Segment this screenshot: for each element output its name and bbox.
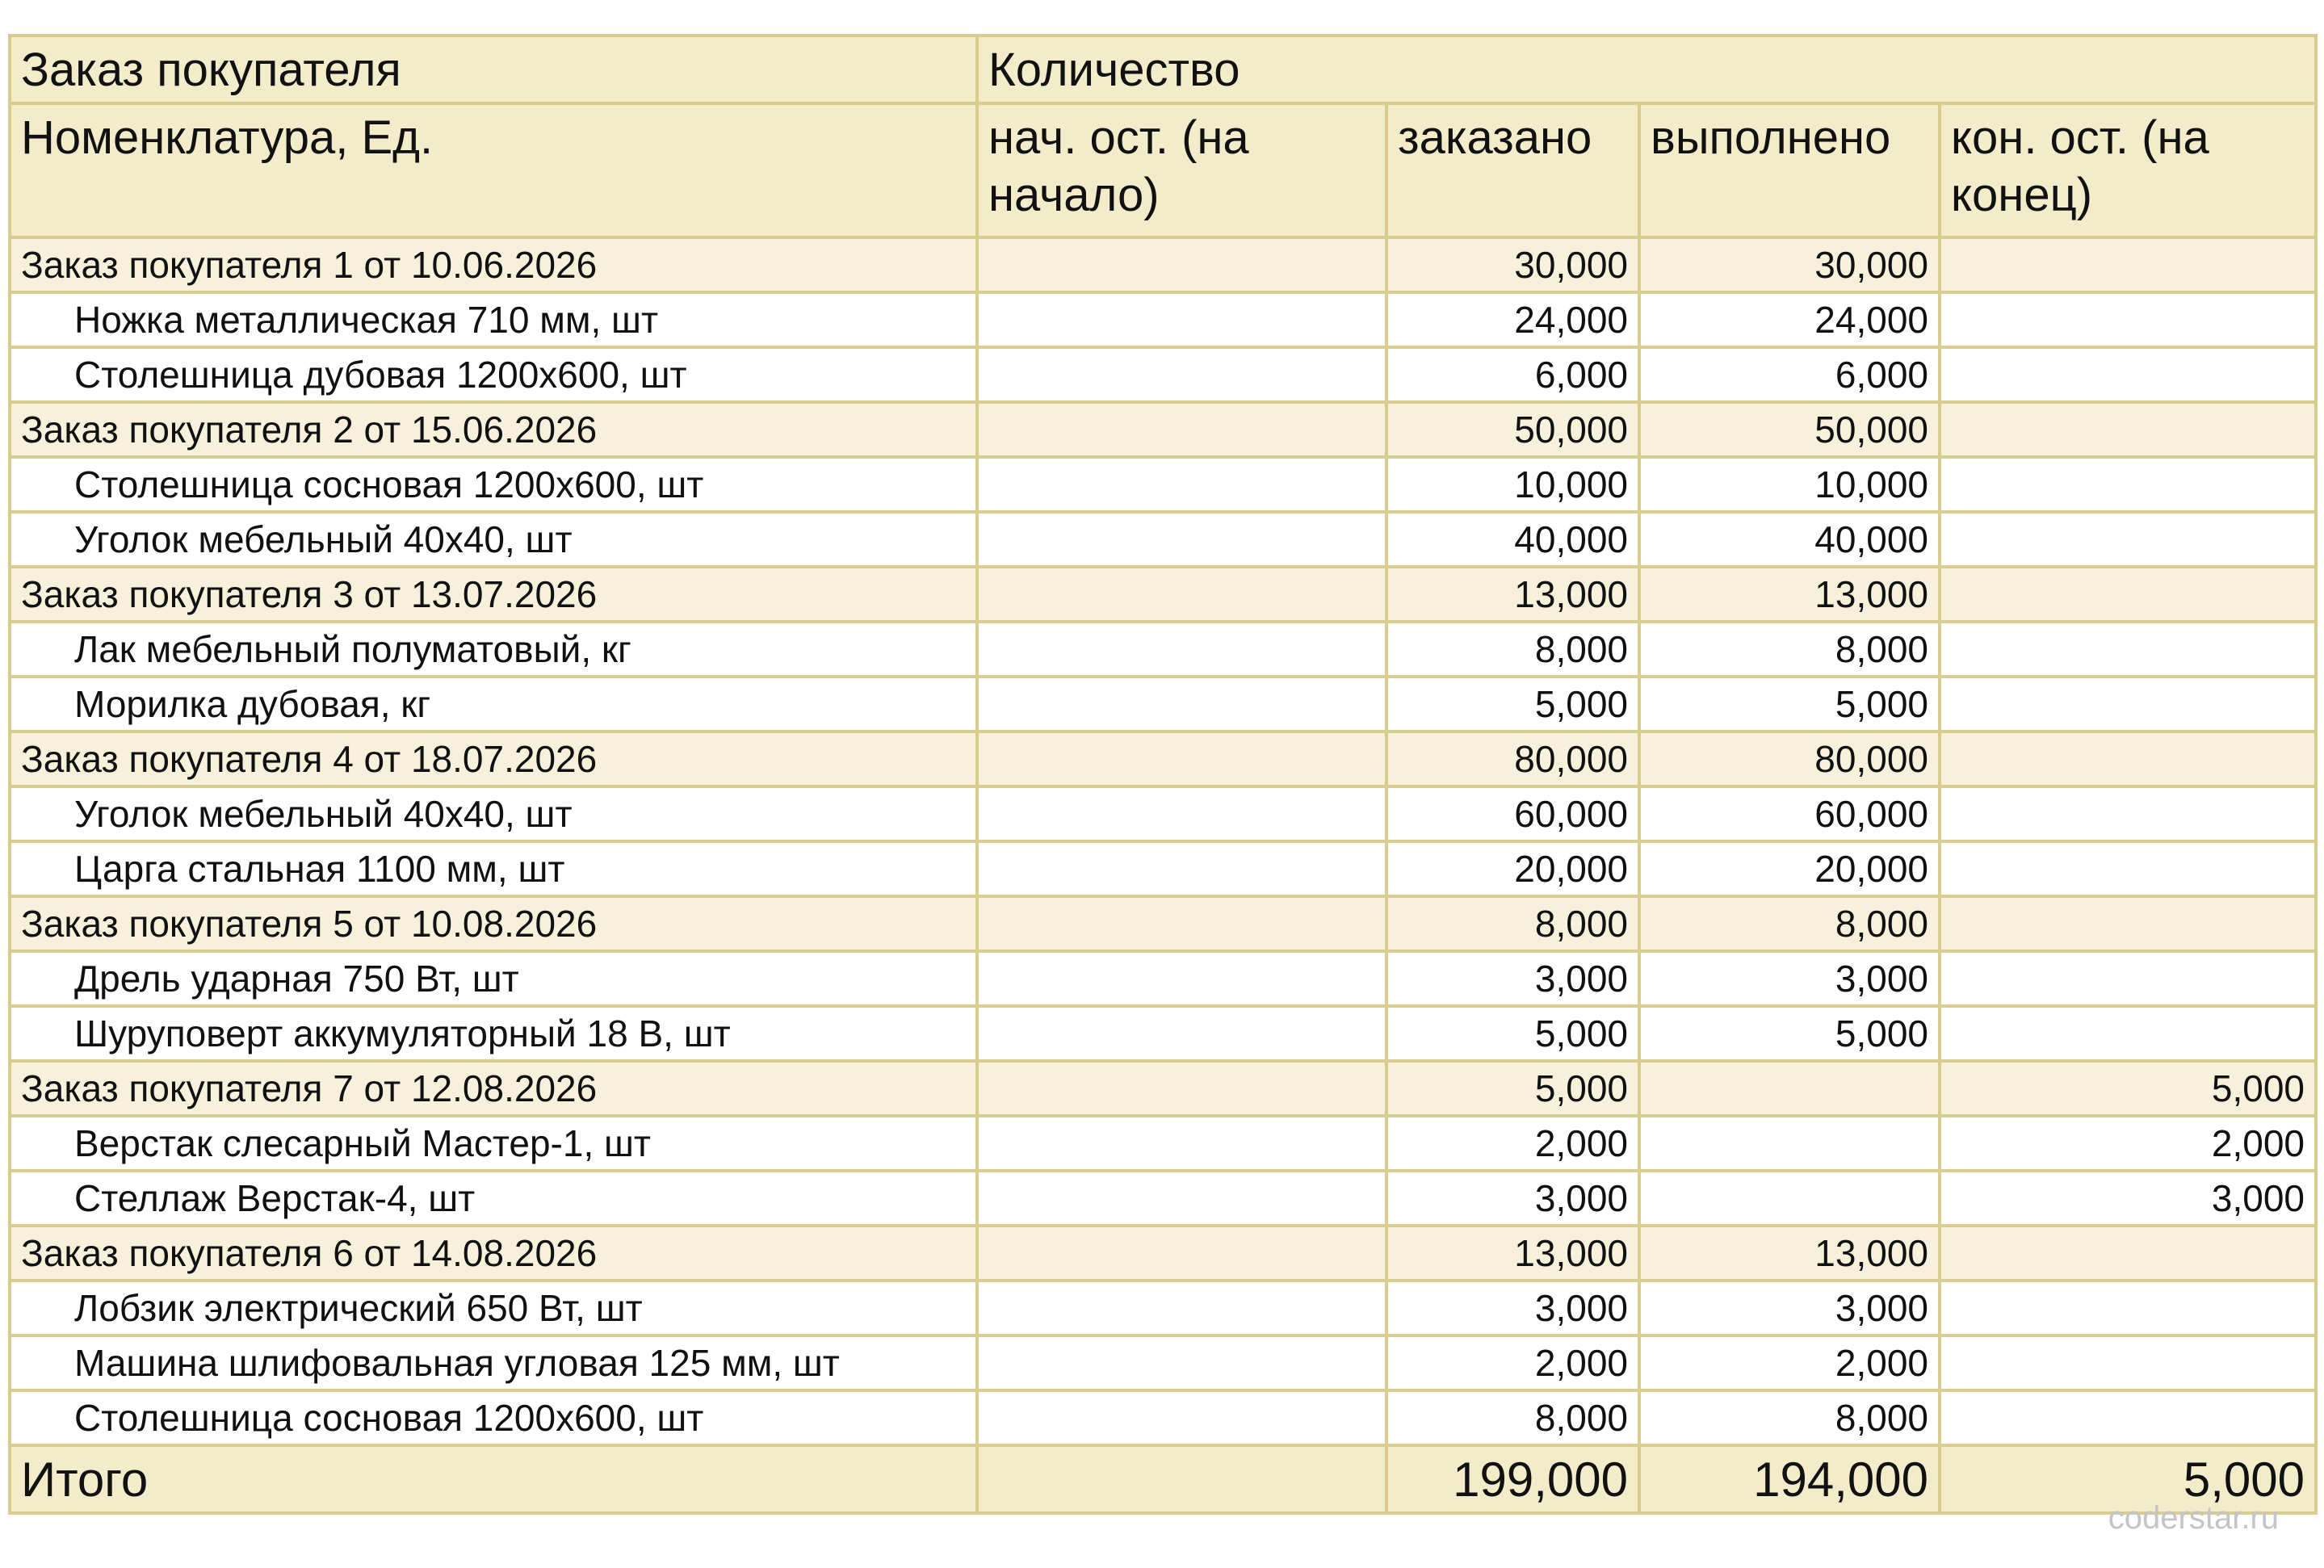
cell-start: [977, 457, 1386, 512]
cell-name: Столешница дубовая 1200х600, шт: [10, 347, 977, 402]
cell-ordered: 3,000: [1386, 1281, 1639, 1335]
cell-name: Заказ покупателя 6 от 14.08.2026: [10, 1226, 977, 1281]
cell-ordered: 60,000: [1386, 786, 1639, 841]
cell-done: 30,000: [1639, 237, 1940, 292]
cell-name: Ножка металлическая 710 мм, шт: [10, 292, 977, 347]
cell-ordered: 8,000: [1386, 1390, 1639, 1445]
cell-done: 3,000: [1639, 951, 1940, 1006]
header-quantity-title: Количество: [977, 36, 2316, 103]
order-item-row: [10, 1006, 2316, 1061]
order-group-row: [10, 567, 2316, 622]
order-item-row: [10, 786, 2316, 841]
order-item-row: [10, 1335, 2316, 1390]
cell-done: 6,000: [1639, 347, 1940, 402]
cell-ordered: 13,000: [1386, 567, 1639, 622]
cell-ordered: 13,000: [1386, 1226, 1639, 1281]
total-done: 194,000: [1639, 1445, 1940, 1513]
cell-name: Заказ покупателя 3 от 13.07.2026: [10, 567, 977, 622]
cell-ordered: 10,000: [1386, 457, 1639, 512]
cell-end: [1940, 677, 2316, 732]
cell-ordered: 8,000: [1386, 622, 1639, 677]
cell-start: [977, 732, 1386, 786]
cell-end: [1940, 786, 2316, 841]
total-end: 5,000: [1940, 1445, 2316, 1513]
cell-name: Машина шлифовальная угловая 125 мм, шт: [10, 1335, 977, 1390]
cell-done: 10,000: [1639, 457, 1940, 512]
cell-done: 13,000: [1639, 1226, 1940, 1281]
cell-name: Шуруповерт аккумуляторный 18 В, шт: [10, 1006, 977, 1061]
cell-name: Уголок мебельный 40х40, шт: [10, 512, 977, 567]
cell-end: [1940, 237, 2316, 292]
cell-done: [1639, 1116, 1940, 1171]
cell-name: Лак мебельный полуматовый, кг: [10, 622, 977, 677]
cell-end: [1940, 292, 2316, 347]
order-item-row: [10, 1171, 2316, 1226]
cell-start: [977, 677, 1386, 732]
cell-end: [1940, 512, 2316, 567]
cell-start: [977, 951, 1386, 1006]
cell-start: [977, 1006, 1386, 1061]
cell-start: [977, 237, 1386, 292]
cell-start: [977, 841, 1386, 896]
cell-ordered: 2,000: [1386, 1335, 1639, 1390]
total-ordered: 199,000: [1386, 1445, 1639, 1513]
cell-name: Царга стальная 1100 мм, шт: [10, 841, 977, 896]
order-item-row: [10, 512, 2316, 567]
cell-done: 2,000: [1639, 1335, 1940, 1390]
cell-start: [977, 1116, 1386, 1171]
cell-end: 5,000: [1940, 1061, 2316, 1116]
cell-done: [1639, 1061, 1940, 1116]
cell-name: Лобзик электрический 650 Вт, шт: [10, 1281, 977, 1335]
cell-name: Заказ покупателя 7 от 12.08.2026: [10, 1061, 977, 1116]
cell-done: 13,000: [1639, 567, 1940, 622]
cell-ordered: 8,000: [1386, 896, 1639, 951]
cell-done: 50,000: [1639, 402, 1940, 457]
cell-ordered: 3,000: [1386, 951, 1639, 1006]
cell-end: [1940, 402, 2316, 457]
cell-ordered: 50,000: [1386, 402, 1639, 457]
cell-done: 8,000: [1639, 622, 1940, 677]
cell-done: 3,000: [1639, 1281, 1940, 1335]
cell-done: 5,000: [1639, 677, 1940, 732]
cell-done: 8,000: [1639, 1390, 1940, 1445]
cell-end: 2,000: [1940, 1116, 2316, 1171]
cell-ordered: 5,000: [1386, 677, 1639, 732]
order-item-row: [10, 677, 2316, 732]
cell-start: [977, 1335, 1386, 1390]
cell-start: [977, 1390, 1386, 1445]
cell-ordered: 5,000: [1386, 1061, 1639, 1116]
cell-done: 60,000: [1639, 786, 1940, 841]
cell-done: 5,000: [1639, 1006, 1940, 1061]
cell-ordered: 2,000: [1386, 1116, 1639, 1171]
cell-name: Заказ покупателя 4 от 18.07.2026: [10, 732, 977, 786]
header-row-2: [10, 103, 2316, 237]
cell-ordered: 30,000: [1386, 237, 1639, 292]
header-col-start: нач. ост. (на начало): [977, 103, 1386, 237]
total-label: Итого: [10, 1445, 977, 1513]
cell-end: [1940, 622, 2316, 677]
cell-end: [1940, 457, 2316, 512]
cell-end: [1940, 1281, 2316, 1335]
cell-end: [1940, 1335, 2316, 1390]
cell-start: [977, 1226, 1386, 1281]
order-group-row: [10, 1061, 2316, 1116]
cell-end: [1940, 1226, 2316, 1281]
cell-start: [977, 1061, 1386, 1116]
cell-done: 20,000: [1639, 841, 1940, 896]
order-item-row: [10, 951, 2316, 1006]
order-group-row: [10, 1226, 2316, 1281]
table-body: [10, 237, 2316, 1445]
header-item-title: Номенклатура, Ед.: [10, 103, 977, 237]
header-col-done: выполнено: [1639, 103, 1940, 237]
cell-end: 3,000: [1940, 1171, 2316, 1226]
cell-start: [977, 292, 1386, 347]
cell-start: [977, 1281, 1386, 1335]
cell-name: Морилка дубовая, кг: [10, 677, 977, 732]
cell-ordered: 80,000: [1386, 732, 1639, 786]
header-col-end: кон. ост. (на конец): [1940, 103, 2316, 237]
order-group-row: [10, 237, 2316, 292]
order-item-row: [10, 1390, 2316, 1445]
cell-ordered: 24,000: [1386, 292, 1639, 347]
cell-done: 8,000: [1639, 896, 1940, 951]
cell-ordered: 5,000: [1386, 1006, 1639, 1061]
order-group-row: [10, 732, 2316, 786]
cell-end: [1940, 1390, 2316, 1445]
cell-ordered: 6,000: [1386, 347, 1639, 402]
cell-done: 40,000: [1639, 512, 1940, 567]
cell-name: Дрель ударная 750 Вт, шт: [10, 951, 977, 1006]
cell-done: 24,000: [1639, 292, 1940, 347]
cell-ordered: 40,000: [1386, 512, 1639, 567]
order-group-row: [10, 402, 2316, 457]
cell-start: [977, 512, 1386, 567]
cell-start: [977, 1171, 1386, 1226]
order-item-row: [10, 622, 2316, 677]
cell-name: Уголок мебельный 40х40, шт: [10, 786, 977, 841]
total-row: [10, 1445, 2316, 1513]
cell-name: Верстак слесарный Мастер-1, шт: [10, 1116, 977, 1171]
cell-name: Заказ покупателя 1 от 10.06.2026: [10, 237, 977, 292]
cell-end: [1940, 567, 2316, 622]
total-start: [977, 1445, 1386, 1513]
cell-end: [1940, 841, 2316, 896]
cell-end: [1940, 347, 2316, 402]
cell-done: [1639, 1171, 1940, 1226]
cell-end: [1940, 1006, 2316, 1061]
header-order-title: Заказ покупателя: [10, 36, 977, 103]
cell-name: Стеллаж Верстак-4, шт: [10, 1171, 977, 1226]
header-row-1: [10, 36, 2316, 103]
cell-end: [1940, 732, 2316, 786]
cell-name: Столешница сосновая 1200х600, шт: [10, 457, 977, 512]
cell-start: [977, 567, 1386, 622]
order-item-row: [10, 457, 2316, 512]
cell-name: Заказ покупателя 5 от 10.08.2026: [10, 896, 977, 951]
order-group-row: [10, 896, 2316, 951]
cell-ordered: 20,000: [1386, 841, 1639, 896]
cell-name: Столешница сосновая 1200х600, шт: [10, 1390, 977, 1445]
cell-start: [977, 622, 1386, 677]
watermark: coderstar.ru: [2108, 1500, 2279, 1536]
cell-start: [977, 402, 1386, 457]
header-col-ordered: заказано: [1386, 103, 1639, 237]
cell-ordered: 3,000: [1386, 1171, 1639, 1226]
cell-name: Заказ покупателя 2 от 15.06.2026: [10, 402, 977, 457]
cell-end: [1940, 896, 2316, 951]
cell-start: [977, 896, 1386, 951]
order-item-row: [10, 841, 2316, 896]
cell-end: [1940, 951, 2316, 1006]
cell-start: [977, 347, 1386, 402]
order-item-row: [10, 292, 2316, 347]
cell-start: [977, 786, 1386, 841]
report-table: [8, 34, 2318, 1515]
cell-done: 80,000: [1639, 732, 1940, 786]
order-item-row: [10, 1281, 2316, 1335]
order-item-row: [10, 347, 2316, 402]
order-item-row: [10, 1116, 2316, 1171]
